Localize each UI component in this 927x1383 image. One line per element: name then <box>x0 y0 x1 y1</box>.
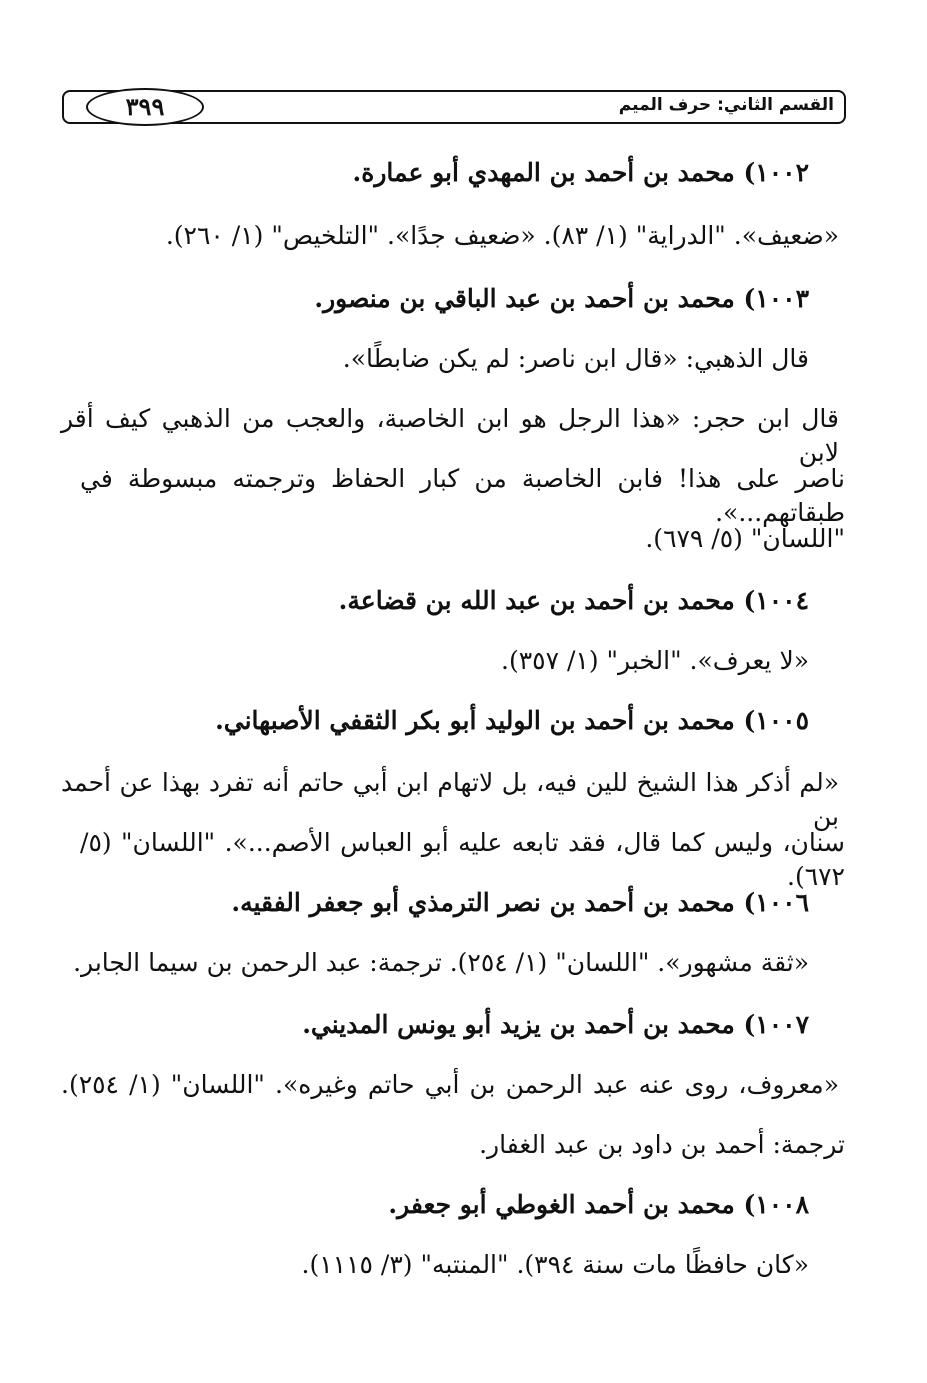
entry-1003-text: قال الذهبي: «قال ابن ناصر: لم يكن ضابطًا». <box>342 344 809 373</box>
entry-1008-text: «كان حافظًا مات سنة ٣٩٤). "المنتبه" (٣/ ١١١٥). <box>301 1250 809 1279</box>
entry-1002-text: «ضعيف». "الدراية" (١/ ٨٣). «ضعيف جدًا». "التلخيص" (١/ ٢٦٠). <box>165 221 839 250</box>
entry-1006-heading: ١٠٠٦) محمد بن أحمد بن نصر الترمذي أبو جعفر الفقيه. <box>231 888 809 917</box>
page-number: ٣٩٩ <box>86 88 204 126</box>
entry-1005-quote-line-1: «لم أذكر هذا الشيخ للين فيه، بل لاتهام ابن أبي حاتم أنه تفرد بهذا عن أحمد بن <box>61 768 839 831</box>
running-header <box>62 90 846 124</box>
chapter-title: القسم الثاني: حرف الميم <box>618 95 834 115</box>
entry-1007-see-also: ترجمة: أحمد بن داود بن عبد الغفار. <box>479 1130 845 1159</box>
entry-1005-heading: ١٠٠٥) محمد بن أحمد بن الوليد أبو بكر الثقفي الأصبهاني. <box>215 706 809 735</box>
entry-1002-heading: ١٠٠٢) محمد بن أحمد بن المهدي أبو عمارة. <box>352 158 809 187</box>
entry-1008-heading: ١٠٠٨) محمد بن أحمد الغوطي أبو جعفر. <box>388 1190 809 1219</box>
entry-1005-quote-line-2: سنان، وليس كما قال، فقد تابعه عليه أبو العباس الأصم...». "اللسان" (٥/ ٦٧٢). <box>80 828 845 891</box>
entry-1003-heading: ١٠٠٣) محمد بن أحمد بن عبد الباقي بن منصور. <box>314 284 809 313</box>
entry-1004-text: «لا يعرف». "الخبر" (١/ ٣٥٧). <box>501 646 809 675</box>
entry-1003-quote-line-2: ناصر على هذا! فابن الخاصبة من كبار الحفاظ وترجمته مبسوطة في طبقاتهم...». <box>80 464 845 527</box>
entry-1007-text: «معروف، روى عنه عبد الرحمن بن أبي حاتم وغيره». "اللسان" (١/ ٢٥٤). <box>61 1070 839 1099</box>
entry-1003-quote-line-1: قال ابن حجر: «هذا الرجل هو ابن الخاصبة، والعجب من الذهبي كيف أقر لابن <box>61 404 839 467</box>
entry-1006-text: «ثقة مشهور». "اللسان" (١/ ٢٥٤). ترجمة: عبد الرحمن بن سيما الجابر. <box>73 948 809 977</box>
entry-1003-reference: "اللسان" (٥/ ٦٧٩). <box>645 524 845 553</box>
entry-1004-heading: ١٠٠٤) محمد بن أحمد بن عبد الله بن قضاعة. <box>338 586 809 615</box>
entry-1007-heading: ١٠٠٧) محمد بن أحمد بن يزيد أبو يونس المديني. <box>302 1010 809 1039</box>
